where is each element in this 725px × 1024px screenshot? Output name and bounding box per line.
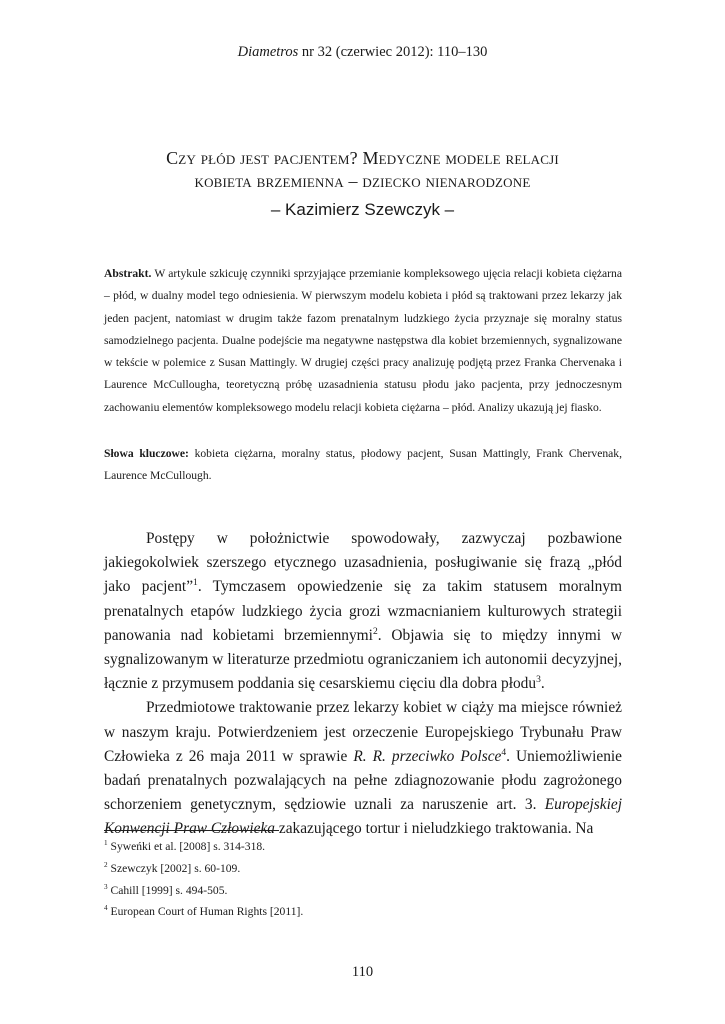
keywords: [104, 443, 622, 488]
footnote-text: Szewczyk [2002] s. 60-109.: [107, 861, 241, 875]
paragraph-2-text-a: Przedmiotowe traktowanie przez lekarzy kobiet w ciąży ma miejsce również w naszym kraju. Potwierdzeniem jest orzeczenie Europejskiego Trybunału Praw Człowieka z 26 maja 2011 w sprawie: [104, 699, 622, 765]
abstract-label: Abstrakt.: [104, 267, 152, 280]
footnote-ref-3[interactable]: 3: [536, 674, 541, 686]
paragraph-1-text-c: . Objawia się to między innymi w sygnalizowanym w literaturze przedmiotu ograniczaniem ich autonomii decyzyjnej, łącznie z przymusem poddania się cesarskiemu cięciu dla dobra płodu: [104, 626, 622, 693]
title-line-1: Czy płód jest pacjentem? Medyczne modele relacji: [166, 148, 559, 168]
footnote-ref-1[interactable]: 1: [193, 577, 198, 589]
keywords-label: Słowa kluczowe:: [104, 447, 189, 460]
body-text: [104, 527, 622, 842]
footnote-number: 2: [104, 860, 108, 869]
footnote: [104, 858, 622, 880]
footnote-separator: [104, 830, 279, 831]
paragraph-1: [104, 527, 622, 696]
article-title: [60, 147, 665, 193]
footnote-ref-2[interactable]: 2: [372, 625, 378, 637]
footnote-ref-4[interactable]: 4: [501, 746, 507, 758]
footnote-number: 1: [104, 839, 108, 848]
footnote-text: European Court of Human Rights [2011].: [107, 905, 304, 919]
footnote-text: Cahill [1999] s. 494-505.: [107, 883, 228, 897]
footnote-number: 3: [104, 882, 108, 891]
footnote-number: 4: [104, 904, 108, 913]
footnote: [104, 880, 622, 902]
footnote: [104, 901, 622, 923]
paragraph-2-text-c: zakazującego tortur i nieludzkiego traktowania. Na: [275, 820, 594, 838]
footnotes: [104, 836, 622, 923]
running-header: [0, 44, 725, 61]
case-name: R. R. przeciwko Polsce: [353, 747, 502, 765]
paragraph-2-text-b: . Uniemożliwienie badań prenatalnych pozwalających na pełne zdiagnozowanie płodu zagrożonego schorzeniem genetycznym, sędziowie uznali za naruszenie art. 3.: [104, 747, 622, 814]
paragraph-1-text-d: .: [540, 675, 545, 693]
footnote-text: Syweńki et al. [2008] s. 314-318.: [107, 840, 266, 853]
abstract-text: W artykule szkicuję czynniki sprzyjające przemianie kompleksowego ujęcia relacji kobieta ciężarna – płód, w dualny model tego odniesienia. W pierwszym modelu kobieta i płód są traktowani przez lekarzy jak jeden pacjent, natomiast w drugim także fazom prenatalnym ludzkiego życia przyznaje się moralny status samodzielnego pacjenta. Dualne podejście ma negatywne następstwa dla kobiet brzemiennych, sygnalizowane w tekście w polemice z Susan Mattingly. W drugiej części pracy analizuję podjętą przez Franka Chervenaka i Laurence McCullougha, teoretyczną próbę uzasadnienia statusu płodu jako pacjenta, przy jednoczesnym zachowaniu elementów kompleksowego modelu relacji kobieta ciężarna – płód. Analizy ukazują jej fiasko.: [104, 267, 622, 414]
journal-name: Diametros: [237, 44, 299, 60]
footnote: [104, 836, 622, 858]
title-line-2: kobieta brzemienna – dziecko nienarodzone: [194, 171, 531, 191]
paragraph-2: [104, 696, 622, 841]
page-number: 110: [351, 964, 374, 980]
keywords-text: kobieta ciężarna, moralny status, płodowy pacjent, Susan Mattingly, Frank Chervenak, Laurence McCullough.: [104, 447, 622, 483]
convention-name: Europejskiej Konwencji Praw Człowieka: [104, 796, 622, 838]
abstract: [104, 263, 622, 419]
author-name: – Kazimierz Szewczyk –: [270, 200, 455, 219]
paragraph-1-text-a: Postępy w położnictwie spowodowały, zazwyczaj pozbawione jakiegokolwiek szerszego etycznego uzasadnienia, posługiwanie się frazą „płód jako pacjent”: [104, 530, 622, 596]
paragraph-1-text-b: . Tymczasem opowiedzenie się za takim statusem moralnym prenatalnych etapów ludzkiego życia grozi wzmacnianiem kulturowych strategii panowania nad kobietami brzemiennymi: [104, 578, 622, 644]
issue-info: nr 32 (czerwiec 2012): 110–130: [298, 44, 488, 60]
